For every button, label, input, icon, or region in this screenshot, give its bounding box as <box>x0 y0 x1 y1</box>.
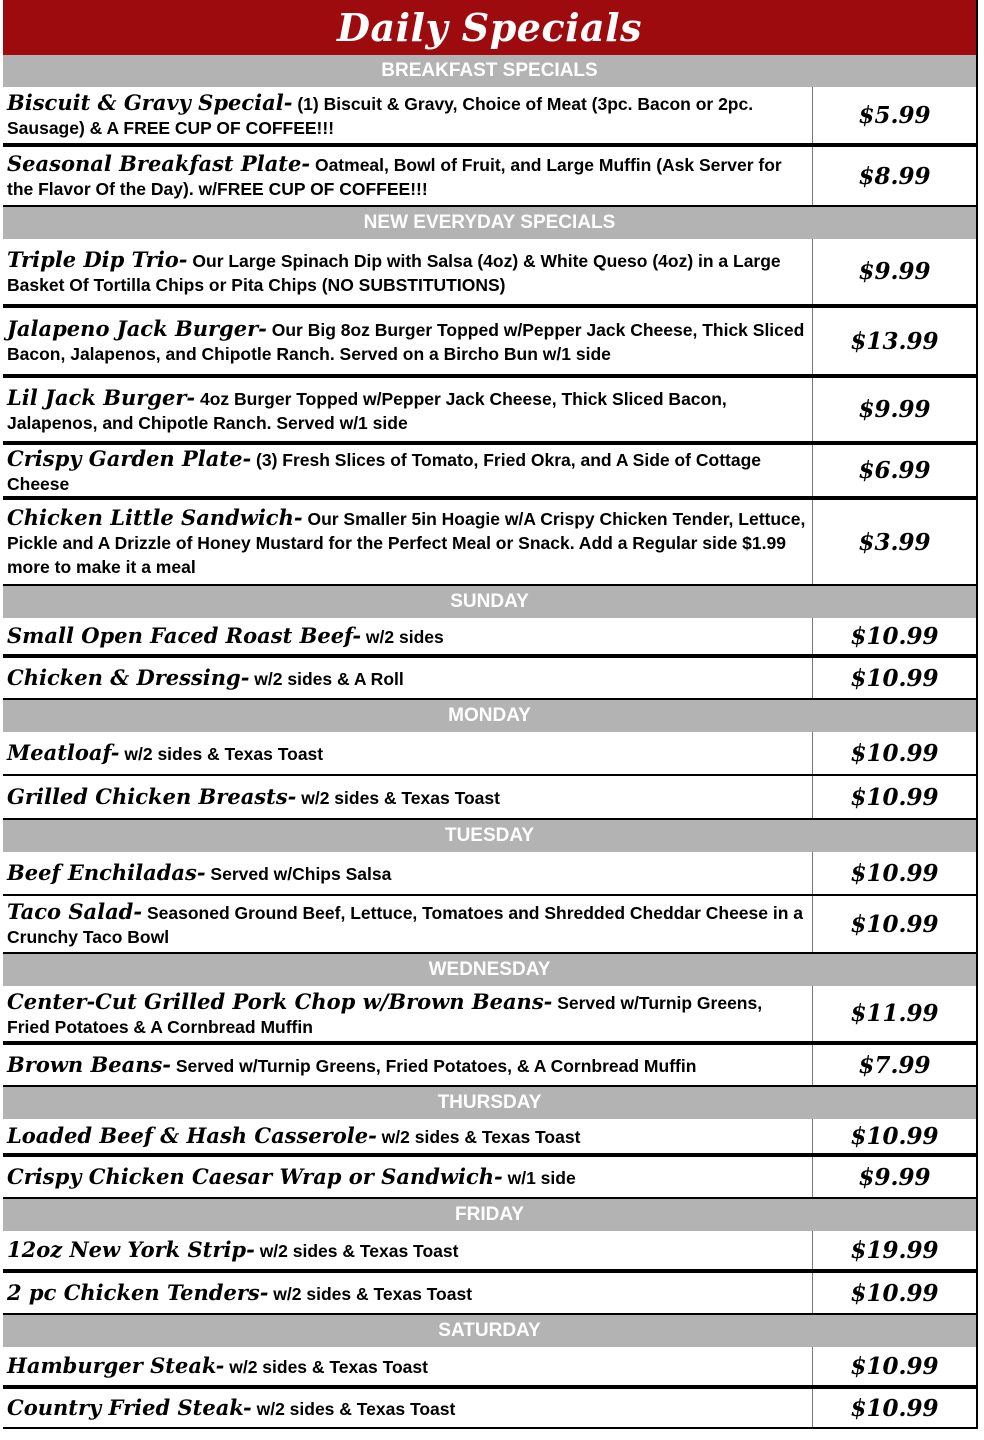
menu-item-row <box>3 986 976 1045</box>
section-header-tuesday: TUESDAY <box>3 820 976 852</box>
menu-item-description-cell <box>3 732 813 774</box>
menu-item-row <box>3 87 976 147</box>
menu-item-description-cell <box>3 378 813 441</box>
menu-item-description-cell <box>3 147 813 205</box>
menu-item-name: Grilled Chicken Breasts- <box>7 784 297 809</box>
menu-item-description-cell <box>3 445 813 496</box>
menu-item-price: $10.99 <box>850 664 939 692</box>
section-header-monday: MONDAY <box>3 700 976 732</box>
menu-item-name: Small Open Faced Roast Beef- <box>7 623 362 648</box>
menu-item-name: Seasonal Breakfast Plate- <box>7 151 311 176</box>
menu-item-price: $10.99 <box>850 1352 939 1380</box>
menu-item-price: $3.99 <box>858 528 931 556</box>
menu-item-details: w/2 sides & Texas Toast <box>376 1127 581 1147</box>
menu-item-details: w/2 sides & Texas Toast <box>296 788 500 808</box>
menu-item-details: Served w/Turnip Greens, Fried Potatoes & A Cornbread Muffin <box>7 992 763 1037</box>
menu-sections <box>3 55 976 1429</box>
menu-item-row <box>3 1045 976 1087</box>
menu-item-description-cell <box>3 239 813 304</box>
menu-item-details: w/1 side <box>502 1168 576 1188</box>
menu-item-row <box>3 658 976 700</box>
menu-item-name: Crispy Garden Plate- <box>7 445 252 471</box>
menu-item-price: $10.99 <box>850 1279 939 1307</box>
menu-item-price: $10.99 <box>850 859 939 887</box>
menu-item-details: Seasoned Ground Beef, Lettuce, Tomatoes and Shredded Cheddar Cheese in a Crunchy Taco Bowl <box>7 903 804 947</box>
menu-item-row <box>3 732 976 776</box>
menu-item-details: w/2 sides <box>361 627 444 647</box>
menu-item-name: Lil Jack Burger- <box>7 384 196 410</box>
menu-item-price: $10.99 <box>850 1122 939 1150</box>
menu-item-row <box>3 1157 976 1199</box>
section-header-thursday: THURSDAY <box>3 1087 976 1119</box>
menu-item-row <box>3 378 976 445</box>
menu-item-description-cell <box>3 618 813 654</box>
menu-item-price: $10.99 <box>850 739 939 767</box>
menu-item-row <box>3 147 976 207</box>
menu-item-row <box>3 1231 976 1273</box>
menu-item-details: Served w/Chips Salsa <box>205 864 392 884</box>
menu-item-details: w/2 sides & Texas Toast <box>224 1357 428 1377</box>
menu-item-description-cell <box>3 852 813 894</box>
menu-item-description-cell <box>3 1389 813 1427</box>
menu-item-details: w/2 sides & Texas Toast <box>268 1284 473 1304</box>
menu-item-details: (3) Fresh Slices of Tomato, Fried Okra, and A Side of Cottage Cheese <box>7 449 762 494</box>
menu-item-details: w/2 sides & Texas Toast <box>119 744 324 764</box>
menu-item-price: $6.99 <box>858 457 931 484</box>
menu-item-description-cell <box>3 1231 813 1269</box>
menu-item-details: w/2 sides & Texas Toast <box>254 1241 459 1261</box>
menu-item-row <box>3 1119 976 1157</box>
menu-item-details: Oatmeal, Bowl of Fruit, and Large Muffin (Ask Server for the Flavor Of the Day). w/FREE CUP OF COFFEE!!! <box>7 155 782 199</box>
menu-item-row <box>3 308 976 378</box>
menu-item-row <box>3 852 976 896</box>
menu-item-price: $7.99 <box>858 1051 931 1079</box>
menu-item-row <box>3 896 976 954</box>
menu-item-description-cell <box>3 500 813 584</box>
menu-item-name: Country Fried Steak- <box>7 1395 252 1420</box>
section-header-saturday: SATURDAY <box>3 1315 976 1347</box>
section-header-wednesday: WEDNESDAY <box>3 954 976 986</box>
menu-item-details: (1) Biscuit & Gravy, Choice of Meat (3pc. Bacon or 2pc. Sausage) & A FREE CUP OF COFFEE!!! <box>7 94 754 138</box>
section-header-friday: FRIDAY <box>3 1199 976 1231</box>
menu-item-row <box>3 500 976 586</box>
menu-item-description-cell <box>3 308 813 374</box>
menu-item-row <box>3 239 976 308</box>
menu-item-row <box>3 1347 976 1389</box>
menu-item-description-cell <box>3 1347 813 1385</box>
menu-item-details: 4oz Burger Topped w/Pepper Jack Cheese, Thick Sliced Bacon, Jalapenos, and Chipotle Ranch. Served w/1 side <box>7 388 727 433</box>
menu-item-description-cell <box>3 1157 813 1197</box>
menu-item-details: w/2 sides & A Roll <box>249 669 404 689</box>
menu-item-price: $9.99 <box>858 258 931 285</box>
menu-item-details: w/2 sides & Texas Toast <box>251 1399 456 1419</box>
menu-item-name: Taco Salad- <box>7 899 143 924</box>
menu-item-description-cell <box>3 658 813 698</box>
menu-item-details: Our Big 8oz Burger Topped w/Pepper Jack Cheese, Thick Sliced Bacon, Jalapenos, and Chipotle Ranch. Served on a Bircho Bun w/1 side <box>7 320 805 364</box>
menu-item-price: $19.99 <box>850 1236 939 1264</box>
menu-item-price: $8.99 <box>858 162 931 190</box>
menu-item-row <box>3 1273 976 1315</box>
menu-item-name: Center-Cut Grilled Pork Chop w/Brown Beans- <box>7 988 553 1014</box>
menu-item-details: Our Large Spinach Dip with Salsa (4oz) & White Queso (4oz) in a Large Basket Of Tortilla Chips or Pita Chips (NO SUBSTITUTIONS) <box>7 250 781 295</box>
menu-item-name: Biscuit & Gravy Special- <box>7 90 293 115</box>
menu-item-description-cell <box>3 896 813 952</box>
menu-item-name: Triple Dip Trio- <box>7 246 188 272</box>
menu-title: Daily Specials <box>3 0 976 55</box>
menu-item-description-cell <box>3 87 813 143</box>
menu-item-details: Served w/Turnip Greens, Fried Potatoes, & A Cornbread Muffin <box>171 1056 697 1076</box>
menu-item-description-cell <box>3 1119 813 1153</box>
menu-item-description-cell <box>3 776 813 818</box>
menu-item-price: $10.99 <box>850 910 939 938</box>
section-header-new-everyday-specials: NEW EVERYDAY SPECIALS <box>3 207 976 239</box>
menu-item-price: $9.99 <box>858 396 931 423</box>
menu-item-price: $10.99 <box>850 622 939 650</box>
menu-item-price: $11.99 <box>850 1000 939 1027</box>
menu-item-name: Brown Beans- <box>7 1052 172 1077</box>
menu-item-price: $9.99 <box>858 1163 931 1191</box>
menu-item-name: 12oz New York Strip- <box>7 1237 255 1262</box>
menu-sheet <box>3 0 978 1429</box>
menu-item-name: Loaded Beef & Hash Casserole- <box>7 1123 377 1148</box>
menu-item-name: Chicken & Dressing- <box>7 665 250 690</box>
menu-item-row <box>3 618 976 658</box>
menu-item-name: Hamburger Steak- <box>7 1353 225 1378</box>
menu-item-row <box>3 776 976 820</box>
menu-item-name: Crispy Chicken Caesar Wrap or Sandwich- <box>7 1164 503 1189</box>
menu-item-name: Chicken Little Sandwich- <box>7 505 303 530</box>
menu-item-details: Our Smaller 5in Hoagie w/A Crispy Chicken Tender, Lettuce, Pickle and A Drizzle of Honey Mustard for the Perfect Meal or Snack. Add a Regular side $1.99 more to make it a meal <box>7 509 806 577</box>
menu-item-price: $13.99 <box>850 327 939 355</box>
menu-item-price: $10.99 <box>850 783 939 811</box>
menu-item-row <box>3 445 976 500</box>
section-header-sunday: SUNDAY <box>3 586 976 618</box>
menu-item-name: 2 pc Chicken Tenders- <box>7 1280 269 1305</box>
menu-item-name: Jalapeno Jack Burger- <box>7 316 267 341</box>
menu-item-name: Beef Enchiladas- <box>7 860 206 885</box>
menu-item-description-cell <box>3 1273 813 1313</box>
menu-item-row <box>3 1389 976 1429</box>
menu-item-description-cell <box>3 986 813 1041</box>
menu-item-description-cell <box>3 1045 813 1085</box>
menu-item-price: $10.99 <box>850 1394 939 1422</box>
menu-item-price: $5.99 <box>858 101 931 129</box>
menu-item-name: Meatloaf- <box>7 740 120 765</box>
section-header-breakfast-specials: BREAKFAST SPECIALS <box>3 55 976 87</box>
